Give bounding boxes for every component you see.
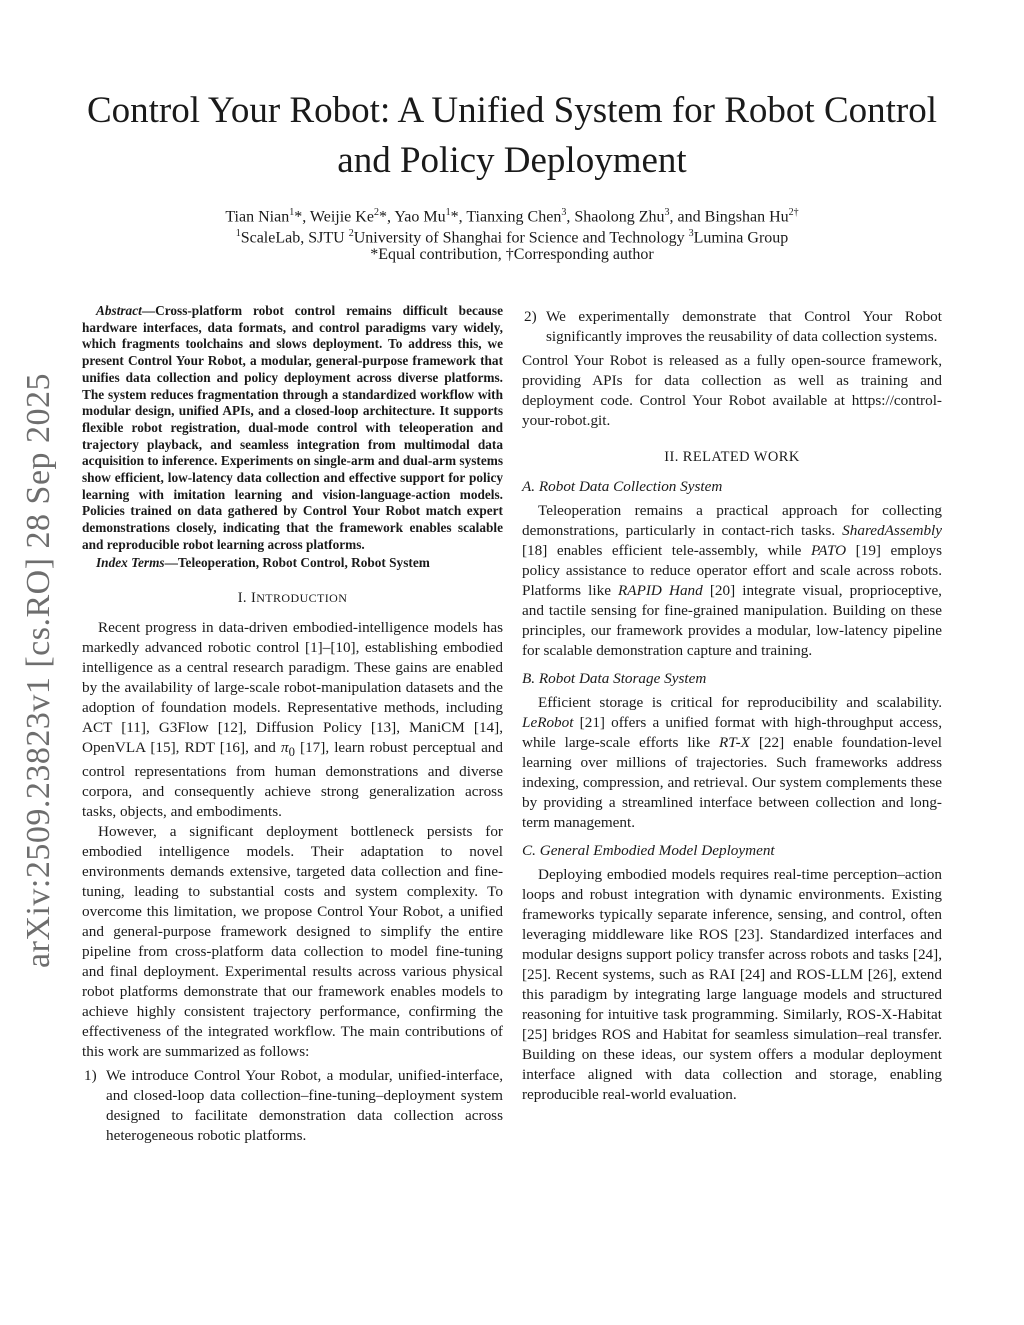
text-span: [22] enable foundation-level learning over millions of trajectories. Such frameworks address indexing, compression, and retrieval. Our system complements these by providing a streamlined interface between collection and long-term management.	[522, 734, 942, 831]
system-name: LeRobot	[522, 714, 574, 731]
author-separator: , and	[669, 208, 705, 226]
section-heading-introduction	[82, 588, 503, 608]
abstract	[82, 303, 503, 554]
author-name: Weijie Ke	[309, 208, 374, 226]
right-column	[522, 303, 942, 1105]
intro-p1-b: [17], learn robust perceptual and control representations from human demonstrations and diverse corpora, and consequently achieve strong generalization across tasks, objects, and embodiments.	[82, 738, 503, 820]
index-terms	[82, 554, 503, 572]
intro-first-letter: I	[251, 589, 257, 606]
author-equal-mark: *	[294, 208, 303, 226]
contribution-number: 1)	[84, 1066, 97, 1084]
related-paragraph-a	[522, 501, 942, 661]
abstract-text: Cross-platform robot control remains difficult because hardware interfaces, data formats, and control paradigms vary widely, which fragments toolchains and slows deployment. To address this, we present Control Your Robot, a modular, general-purpose framework that unifies data collection and policy deployment across diverse platforms. The system reduces fragmentation through a standardized workflow with modular design, unified APIs, and a closed-loop architecture. It supports flexible robot registration, dual-mode control with teleoperation and trajectory playback, and seamless integration from multimodal data acquisition to inference. Experiments on single-arm and dual-arm systems show efficient, low-latency data collection and effective support for policy learning with imitation learning and vision-language-action models. Policies trained on data gathered by Control Your Robot match expert demonstrations closely, indicating that the framework enables scalable and reproducible robot learning across platforms.	[82, 303, 503, 552]
index-terms-label: Index Terms	[96, 554, 165, 570]
author-equal-mark: *	[450, 208, 459, 226]
index-terms-dash: —	[164, 554, 178, 570]
author-affiliation-mark: 3	[664, 207, 670, 218]
author-affiliation-mark: 1	[445, 207, 451, 218]
affiliation-name: ScaleLab, SJTU	[240, 229, 345, 247]
author-separator: ,	[302, 208, 310, 226]
paper-title: Control Your Robot: A Unified System for Robot Control and Policy Deployment	[86, 90, 938, 181]
index-terms-text: Teleoperation, Robot Control, Robot System	[177, 554, 430, 570]
subsection-heading-c: C. General Embodied Model Deployment	[522, 842, 775, 859]
author-name: Shaolong Zhu	[574, 208, 665, 226]
system-name: SharedAssembly	[842, 522, 942, 539]
text-span: Teleoperation remains a practical approach for collecting demonstrations, particularly in contact-rich tasks.	[522, 502, 942, 539]
related-paragraph-b	[522, 693, 942, 833]
system-name: RT-X	[719, 734, 750, 751]
equal-contribution-note: *Equal contribution, †Corresponding author	[370, 246, 654, 263]
subsection-heading-a: A. Robot Data Collection System	[522, 478, 723, 495]
abstract-label: Abstract	[96, 303, 142, 318]
author-affiliation-mark: 1	[289, 207, 295, 218]
affiliation-mark: 2	[348, 228, 354, 239]
subsection-heading-b: B. Robot Data Storage System	[522, 670, 707, 687]
system-name: PATO	[810, 542, 847, 559]
contribution-text: We introduce Control Your Robot, a modular, unified-interface, and closed-loop data collection–fine-tuning–deployment system designed to facilitate demonstration data collection across heterogeneous robotic platforms.	[106, 1066, 503, 1144]
intro-numeral: I.	[237, 589, 247, 606]
intro-paragraph-1	[82, 618, 503, 822]
author-name: Bingshan Hu	[704, 208, 789, 226]
author-affiliation-mark: 3	[561, 207, 567, 218]
contribution-item-1	[82, 1066, 503, 1146]
intro-paragraph-2: However, a significant deployment bottleneck persists for embodied intelligence models. Their adaptation to novel environments demands extensive, targeted data collection and fine-tuning, leading to substantial costs and system complexity. To overcome this limitation, we propose Control Your Robot, a unified and general-purpose framework designed to simplify the entire pipeline from cross-platform data collection to model fine-tuning and final deployment. Experimental results across various physical robot platforms demonstrate that our framework enables models to achieve highly consistent trajectory performance, confirming the effectiveness of the integrated workflow. The main contributions of this work are summarized as follows:	[82, 822, 503, 1060]
pi-subscript: 0	[288, 744, 295, 759]
affiliation-name: University of Shanghai for Science and Technology	[353, 229, 685, 247]
intro-rest: NTRODUCTION	[256, 590, 348, 605]
author-separator: ,	[458, 208, 467, 226]
author-affiliation-mark: 2†	[788, 207, 799, 218]
text-span: [19] employs policy assistance to reduce operator effort and scale across robots. Platforms like	[522, 542, 942, 599]
author-affiliation-mark: 2	[373, 207, 379, 218]
contribution-number: 2)	[524, 308, 537, 325]
arxiv-id: arXiv:2509.23823v1 [cs.RO] 28 Sep 2025	[20, 372, 57, 968]
author-name: Yao Mu	[394, 208, 446, 226]
related-paragraph-c: Deploying embodied models requires real-time perception–action loops and robust integration with dynamic environments. Existing frameworks typically separate inference, sensing, and control, often leveraging middleware like ROS [23]. Standardized interfaces and modular designs support policy transfer across robots and tasks [24], [25]. Recent systems, such as RAI [24] and ROS-LLM [26], extend this paradigm by integrating large language models and structured reasoning for intuitive task programming. Similarly, ROS-X-Habitat [25] bridges ROS and Habitat for seamless simulation–real transfer. Building on these ideas, our system offers a modular deployment interface aligned with data collection and storage, enabling reproducible real-world evaluation.	[522, 866, 942, 1103]
author-name: Tian Nian	[225, 208, 290, 226]
intro-p1-a: Recent progress in data-driven embodied-intelligence models has markedly advanced robotic control [1]–[10], establishing embodied intelligence as a central research paradigm. These gains are enabled by the availability of large-scale robot-manipulation datasets and the adoption of foundation models. Representative methods, including ACT [11], G3Flow [12], Diffusion Policy [13], ManiCM [14], OpenVLA [15], RDT [16], and	[82, 618, 503, 756]
arxiv-stamp	[14, 370, 57, 970]
release-paragraph: Control Your Robot is released as a fully open-source framework, providing APIs for data collection as well as training and deployment code. Control Your Robot available at https://control-your-robot.git.	[522, 352, 942, 429]
author-name: Tianxing Chen	[466, 208, 562, 226]
text-span: [20] integrate visual, proprioceptive, and tactile sensing for fine-grained manipulation. Building on these principles, our framework provides a modular, low-latency pipeline for scalable demonstration capture and training.	[522, 582, 942, 659]
contribution-item-2	[522, 307, 942, 347]
affiliation-mark: 1	[235, 228, 241, 239]
text-span: Efficient storage is critical for reproducibility and scalability.	[538, 694, 942, 711]
affiliation-name: Lumina Group	[693, 229, 789, 247]
affiliation-mark: 3	[688, 228, 694, 239]
author-separator: ,	[386, 208, 395, 226]
author-equal-mark: *	[378, 208, 387, 226]
pi-symbol: π	[280, 738, 289, 756]
text-span: [21] offers a unified format with high-throughput access, while large-scale efforts like	[522, 714, 942, 751]
author-separator: ,	[566, 208, 575, 226]
left-column	[82, 303, 503, 1150]
text-span: [18] enables efficient tele-assembly, while	[522, 542, 811, 559]
system-name: RAPID Hand	[618, 582, 703, 599]
section-heading-related-work: II. RELATED WORK	[664, 449, 800, 465]
contribution-text: We experimentally demonstrate that Control Your Robot significantly improves the reusability of data collection systems.	[546, 308, 942, 345]
abstract-dash: —	[141, 303, 156, 318]
